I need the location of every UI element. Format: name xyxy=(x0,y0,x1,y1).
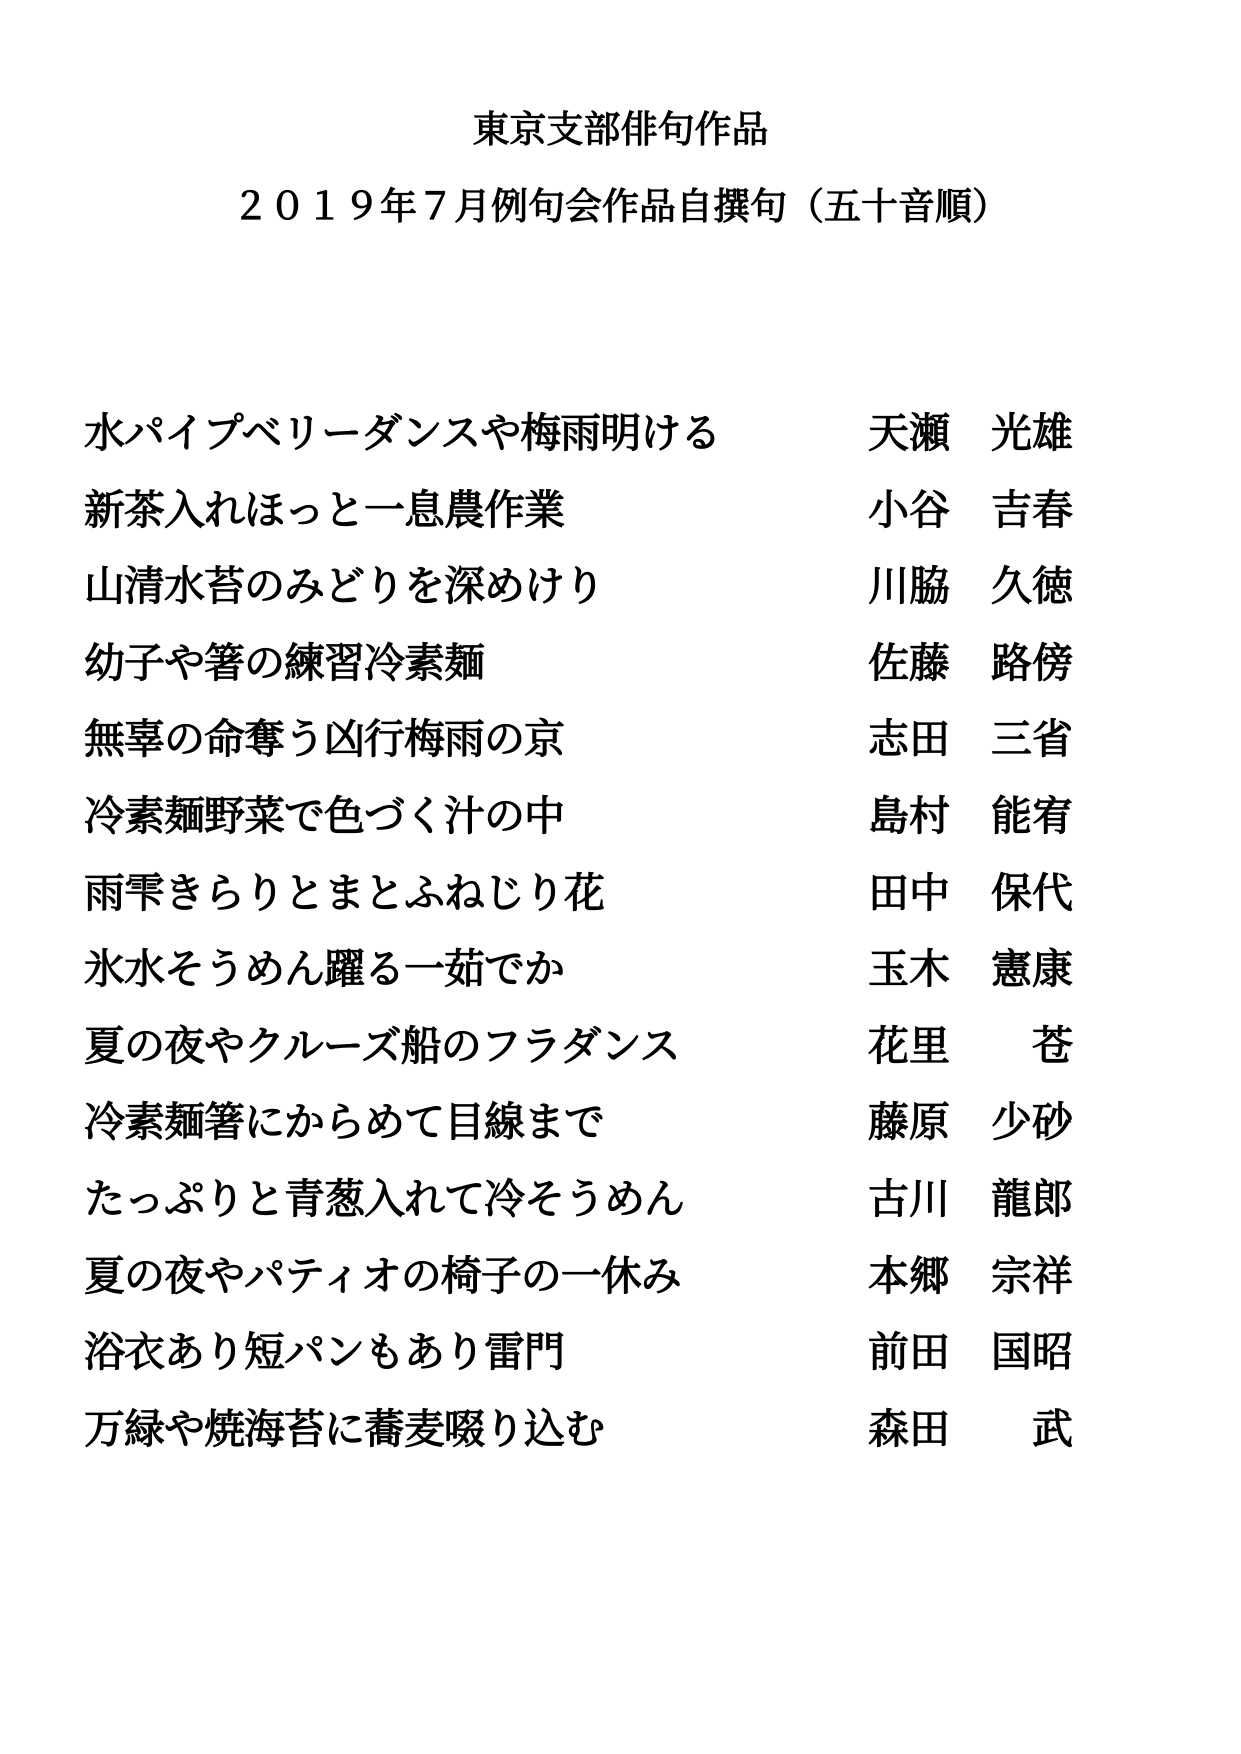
haiku-author: 佐藤 路傍 xyxy=(868,638,1073,687)
page-title: 東京支部俳句作品 xyxy=(472,108,769,151)
haiku-text: 夏の夜やクルーズ船のフラダンス xyxy=(84,1021,680,1070)
haiku-author: 森田 武 xyxy=(868,1404,1073,1453)
haiku-author: 小谷 吉春 xyxy=(868,485,1073,534)
haiku-text: たっぷりと青葱入れて冷そうめん xyxy=(84,1174,684,1223)
haiku-list xyxy=(84,405,1184,1477)
haiku-author: 前田 国昭 xyxy=(868,1328,1073,1377)
haiku-author: 藤原 少砂 xyxy=(868,1098,1073,1147)
haiku-row xyxy=(84,788,1184,865)
haiku-row xyxy=(84,405,1184,482)
haiku-text: 冷素麺野菜で色づく汁の中 xyxy=(84,791,564,840)
haiku-row xyxy=(84,941,1184,1018)
haiku-row xyxy=(84,1248,1184,1325)
haiku-row xyxy=(84,558,1184,635)
haiku-row xyxy=(84,711,1184,788)
haiku-text: 水パイプベリーダンスや梅雨明ける xyxy=(84,409,721,457)
haiku-row xyxy=(84,1018,1184,1095)
haiku-text: 冷素麺箸にからめて目線まで xyxy=(84,1098,604,1147)
haiku-author: 川脇 久徳 xyxy=(868,562,1073,611)
haiku-text: 氷水そうめん躍る一茹でか xyxy=(84,945,564,994)
haiku-row xyxy=(84,1401,1184,1478)
haiku-author: 玉木 憲康 xyxy=(868,945,1073,994)
haiku-text: 山清水苔のみどりを深めけり xyxy=(84,562,604,611)
haiku-row xyxy=(84,865,1184,942)
haiku-author: 花里 苍 xyxy=(868,1021,1073,1070)
haiku-row xyxy=(84,1324,1184,1401)
haiku-author: 天瀬 光雄 xyxy=(868,409,1073,457)
haiku-text: 無辜の命奪う凶行梅雨の京 xyxy=(84,715,564,764)
haiku-row xyxy=(84,1171,1184,1248)
haiku-author: 本郷 宗祥 xyxy=(868,1251,1073,1300)
haiku-author: 田中 保代 xyxy=(868,868,1073,917)
haiku-text: 新茶入れほっと一息農作業 xyxy=(84,485,564,534)
haiku-row xyxy=(84,635,1184,712)
haiku-text: 幼子や箸の練習冷素麺 xyxy=(84,638,484,687)
haiku-author: 島村 能宥 xyxy=(868,791,1073,840)
page-subtitle: ２０１９年７月例句会作品自撰句（五十音順） xyxy=(232,185,1009,228)
haiku-text: 雨雫きらりとまとふねじり花 xyxy=(84,868,604,917)
haiku-row xyxy=(84,1094,1184,1171)
haiku-author: 志田 三省 xyxy=(868,715,1073,764)
haiku-text: 万緑や焼海苔に蕎麦啜り込む xyxy=(84,1404,604,1453)
haiku-author: 古川 龍郎 xyxy=(868,1174,1073,1223)
haiku-row xyxy=(84,482,1184,559)
haiku-text: 夏の夜やパティオの椅子の一休み xyxy=(84,1251,681,1300)
haiku-text: 浴衣あり短パンもあり雷門 xyxy=(84,1328,564,1377)
